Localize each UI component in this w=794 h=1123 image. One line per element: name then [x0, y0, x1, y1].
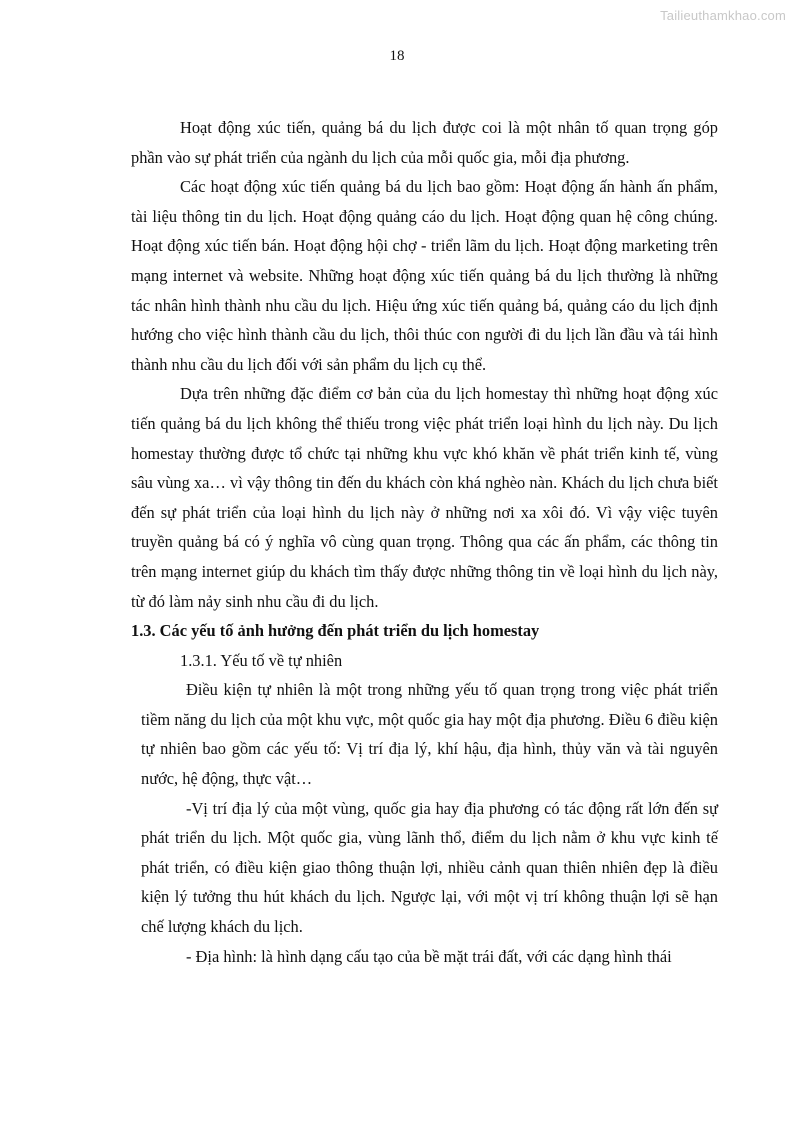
- page-number: 18: [389, 48, 405, 64]
- natural-factors-block: [131, 675, 718, 971]
- paragraph: Dựa trên những đặc điểm cơ bản của du lịch homestay thì những hoạt động xúc tiến quảng bá du lịch không thể thiếu trong việc phát triển loại hình du lịch này. Du lịch homestay thường được tổ chức tại những khu vực khó khăn về phát triển kinh tế, vùng sâu vùng xa… vì vậy thông tin đến du khách còn khá nghèo nàn. Khách du lịch chưa biết đến sự phát triển của loại hình du lịch này ở những nơi xa xôi đó. Vì vậy việc tuyên truyền quảng bá có ý nghĩa vô cùng quan trọng. Thông qua các ấn phẩm, các thông tin trên mạng internet giúp du khách tìm thấy được những thông tin về loại hình du lịch này, từ đó làm nảy sinh nhu cầu đi du lịch.: [131, 384, 718, 611]
- paragraph: Các hoạt động xúc tiến quảng bá du lịch bao gồm: Hoạt động ấn hành ấn phẩm, tài liệu thông tin du lịch. Hoạt động quảng cáo du lịch. Hoạt động quan hệ công chúng. Hoạt động xúc tiến bán. Hoạt động hội chợ - triển lãm du lịch. Hoạt động marketing trên mạng internet và website. Những hoạt động xúc tiến quảng bá du lịch thường là những tác nhân hình thành nhu cầu du lịch. Hiệu ứng xúc tiến quảng bá, quảng cáo du lịch định hướng cho việc hình thành cầu du lịch, thôi thúc con người đi du lịch lần đầu và tái hình thành nhu cầu du lịch đối với sản phẩm du lịch cụ thể.: [131, 177, 718, 374]
- subsection-heading: 1.3.1. Yếu tố về tự nhiên: [180, 650, 343, 670]
- watermark: Tailieuthamkhao.com: [660, 8, 786, 23]
- paragraph: Hoạt động xúc tiến, quảng bá du lịch được coi là một nhân tố quan trọng góp phần vào sự phát triển của ngành du lịch của mỗi quốc gia, mỗi địa phương.: [131, 118, 718, 167]
- paragraph: - Địa hình: là hình dạng cấu tạo của bề mặt trái đất, với các dạng hình thái: [186, 946, 672, 966]
- section-heading: 1.3. Các yếu tố ảnh hưởng đến phát triển du lịch homestay: [131, 621, 540, 641]
- paragraph: -Vị trí địa lý của một vùng, quốc gia hay địa phương có tác động rất lớn đến sự phát triển du lịch. Một quốc gia, vùng lãnh thổ, điểm du lịch nằm ở khu vực kinh tế phát triển, có điều kiện giao thông thuận lợi, nhiều cảnh quan thiên nhiên đẹp là điều kiện lý tưởng thu hút khách du lịch. Ngược lại, với một vị trí không thuận lợi sẽ hạn chế lượng khách du lịch.: [141, 798, 718, 937]
- document-body: [131, 113, 718, 971]
- paragraph: Điều kiện tự nhiên là một trong những yếu tố quan trọng trong việc phát triển tiềm năng du lịch của một khu vực, một quốc gia hay một địa phương. Điều 6 điều kiện tự nhiên bao gồm các yếu tố: Vị trí địa lý, khí hậu, địa hình, thủy văn và tài nguyên nước, hệ động, thực vật…: [141, 680, 718, 789]
